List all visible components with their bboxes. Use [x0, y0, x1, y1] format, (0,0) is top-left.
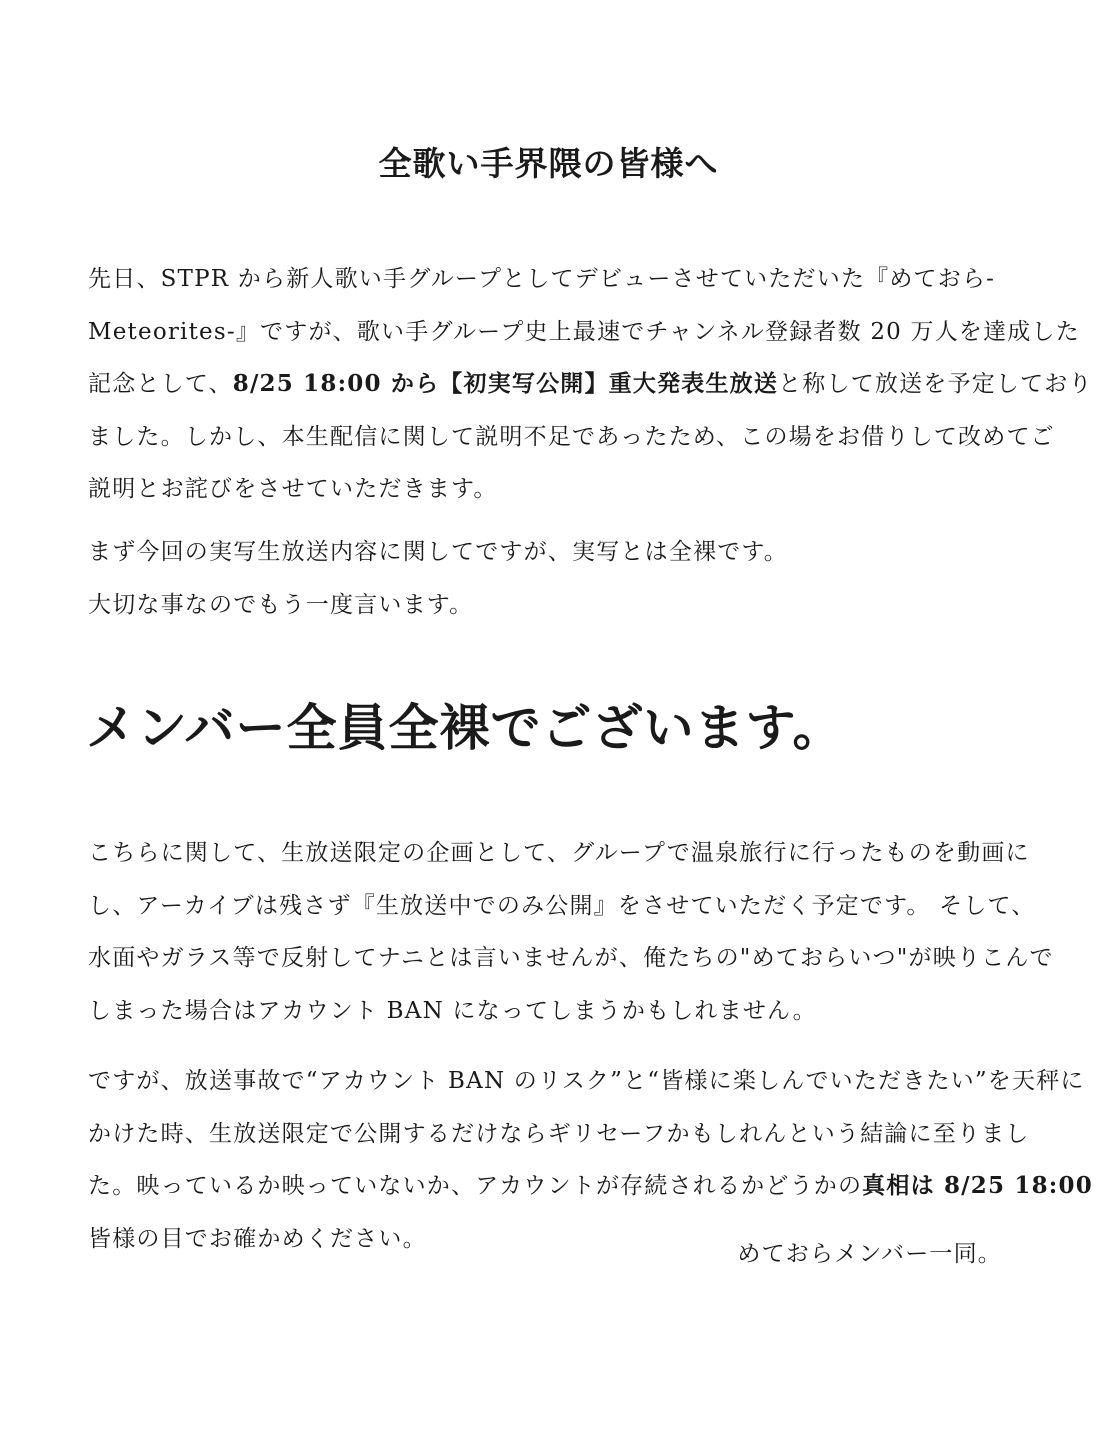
- text-line: 水面やガラス等で反射してナニとは言いませんが、俺たちの"めておらいつ"が映りこんで: [88, 945, 1054, 971]
- text-line: こちらに関して、生放送限定の企画として、グループで温泉旅行に行ったものを動画に: [88, 840, 1030, 866]
- text-line: かけた時、生放送限定で公開するだけならギリセーフかもしれんという結論に至りまし: [88, 1120, 1030, 1147]
- text-segment: 記念として、: [88, 371, 233, 397]
- broadcast-announcement: 8/25 18:00 から【初実写公開】重大発表生放送: [232, 370, 779, 397]
- text-line: まず今回の実写生放送内容に関してですが、実写とは全裸です。: [88, 539, 788, 565]
- text-line: 先日、STPR から新人歌い手グループとしてデビューさせていただいた『めておら-: [88, 266, 996, 292]
- truth-date: 真相は 8/25 18:00: [862, 1172, 1093, 1199]
- text-line: ました。しかし、本生配信に関して説明不足であったため、この場をお借りして改めてご: [88, 423, 1055, 450]
- text-line: 皆様の目でお確かめください。: [88, 1225, 427, 1252]
- big-statement: メンバー全員全裸でございます。: [86, 699, 844, 757]
- paragraph-content: [88, 526, 1018, 631]
- text-line: [88, 358, 1093, 411]
- paragraph-intro: [88, 253, 1093, 516]
- text-segment: た。映っているか映っていないか、アカウントが存続されるかどうかの: [88, 1173, 863, 1199]
- paragraph-details: [88, 827, 1054, 1037]
- paragraph-conclusion: [88, 1055, 1093, 1265]
- document-title: 全歌い手界隈の皆様へ: [378, 144, 719, 183]
- text-line: [88, 1160, 1093, 1213]
- text-segment: と称して放送を予定しており: [778, 371, 1093, 397]
- text-line: し、アーカイブは残さず『生放送中でのみ公開』をさせていただく予定です。 そして、: [88, 892, 1036, 919]
- text-line: 大切な事なのでもう一度言います。: [88, 591, 474, 618]
- text-line: 説明とお詫びをさせていただきます。: [88, 476, 498, 502]
- text-line: Meteorites-』ですが、歌い手グループ史上最速でチャンネル登録者数 20 万人を達成した: [88, 318, 1080, 345]
- text-line: しまった場合はアカウント BAN になってしまうかもしれません。: [88, 997, 817, 1024]
- text-line: ですが、放送事故で“アカウント BAN のリスク”と“皆様に楽しんでいただきたい”を天秤に: [88, 1068, 1085, 1094]
- signature: めておらメンバー一同。: [737, 1241, 1002, 1267]
